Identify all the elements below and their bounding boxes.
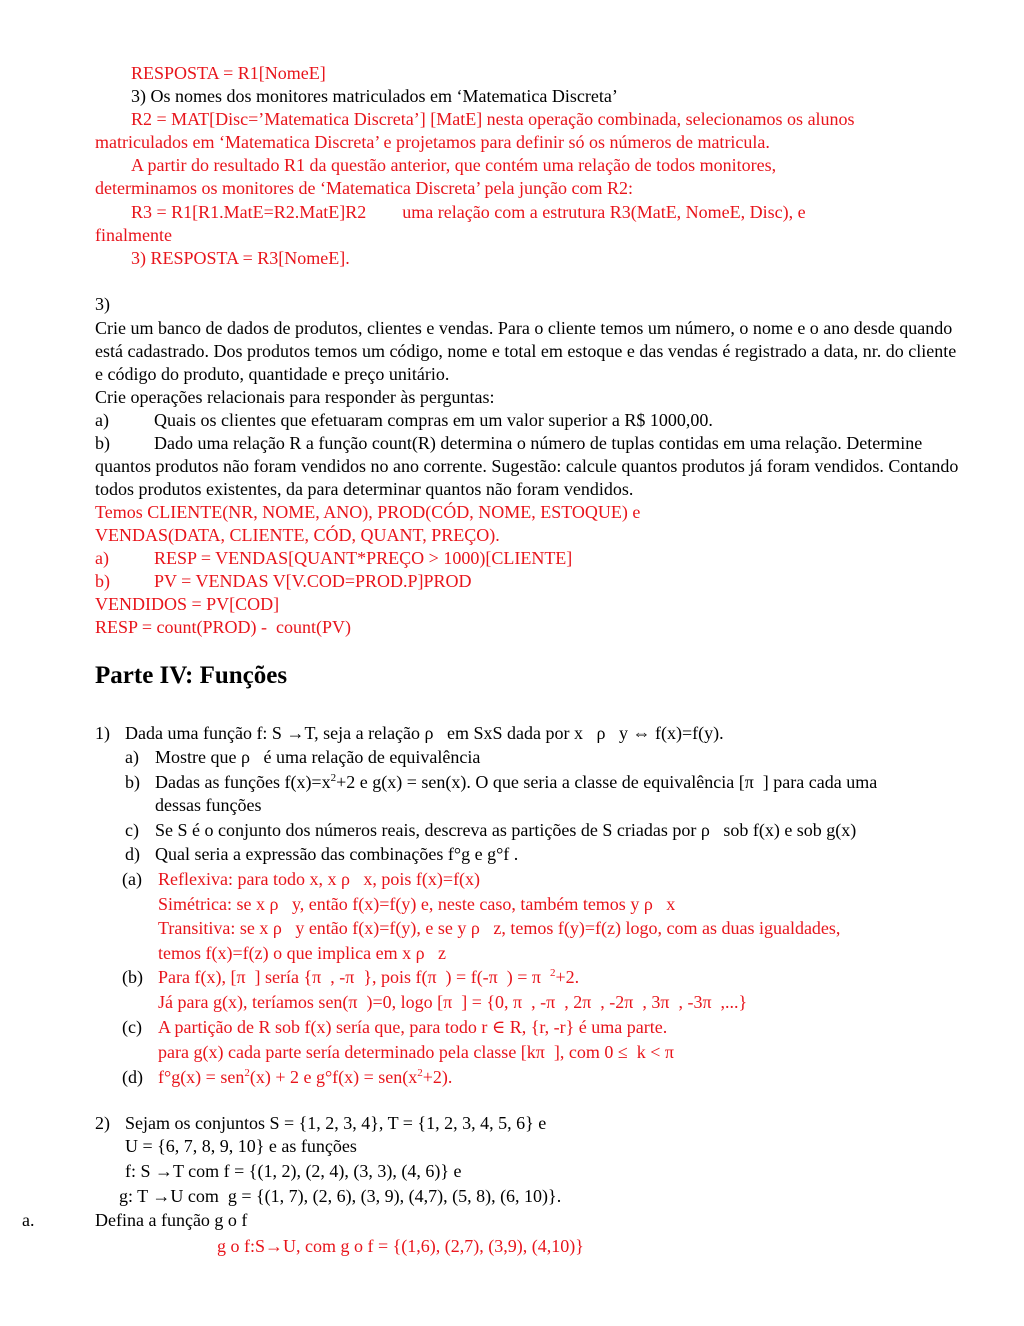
p4-q2-line-1: Sejam os conjuntos S = {1, 2, 3, 4}, T = {1, 2, 3, 4, 5, 6} e [125,1113,547,1133]
q3-item-a-text: Quais os clientes que efetuaram compras em um valor superior a R$ 1000,00. [154,410,713,430]
r2-line-2: matriculados em ‘Matematica Discreta’ e projetamos para definir só os números de matricula. [95,132,770,152]
p4-q2-line-3: f: S →T com f = {(1, 2), (2, 4), (3, 3), (4, 6)} e [125,1161,462,1181]
q3-text-line-3: e código do produto, quantidade e preço unitário. [95,364,450,384]
resposta-r1: RESPOSTA = R1[NomeE] [131,63,326,83]
q3-answer-line-2: VENDAS(DATA, CLIENTE, CÓD, QUANT, PREÇO). [95,525,500,545]
p4-q1-d-label: d) [125,844,140,864]
question-3-title: 3) Os nomes dos monitores matriculados em ‘Matematica Discreta’ [131,86,618,106]
a-partir-line-2: determinamos os monitores de ‘Matematica Discreta’ pela junção com R2: [95,178,633,198]
p4-q1-number: 1) [95,723,110,743]
answer-b-line-2: Já para g(x), teríamos sen(π )=0, logo [π ] = {0, π , -π , 2π , -2π , 3π , -3π ,...} [158,992,748,1012]
p4-q1-b-line-2: dessas funções [155,795,262,815]
resposta-r3: 3) RESPOSTA = R3[NomeE]. [131,248,350,268]
answer-c-line-2: para g(x) cada parte sería determinado pela classe [kπ ], com 0 ≤ k < π [158,1042,674,1062]
answer-a-label: (a) [122,869,142,889]
p4-q2-a-answer: g o f:S→U, com g o f = {(1,6), (2,7), (3,9), (4,10)} [217,1236,584,1256]
q3-item-b-line-2: quantos produtos não foram vendidos no ano corrente. Sugestão: calcule quantos produtos já foram vendidos. Contando [95,456,959,476]
a-partir-line-1: A partir do resultado R1 da questão anterior, que contém uma relação de todos monitores, [131,155,777,175]
answer-a-line-4: temos f(x)=f(z) o que implica em x ρ z [158,943,447,963]
answer-a-line-3: Transitiva: se x ρ y então f(x)=f(y), e se y ρ z, temos f(y)=f(z) logo, com as duas igualdades, [158,918,841,938]
q3-answer-b: PV = VENDAS V[V.COD=PROD.P]PROD [154,571,472,591]
answer-d-label: (d) [122,1067,143,1087]
q3-text-line-1: Crie um banco de dados de produtos, clientes e vendas. Para o cliente temos um número, o nome e o ano desde quando [95,318,953,338]
q3-text-line-4: Crie operações relacionais para responder às perguntas: [95,387,495,407]
q3-answer-resp: RESP = count(PROD) - count(PV) [95,617,351,637]
r3-line-1: R3 = R1[R1.MatE=R2.MatE]R2 uma relação com a estrutura R3(MatE, NomeE, Disc), e [131,202,806,222]
q3-item-b-text: Dado uma relação R a função count(R) determina o número de tuplas contidas em uma relação. Determine [154,433,923,453]
p4-q1-text: Dada uma função f: S →T, seja a relação ρ em SxS dada por x ρ y ⇔ f(x)=f(y). [125,723,724,743]
answer-d-line: f°g(x) = sen$^2$(x) + 2 e $g^\circ f(x) = sen(x^2+2)$. [158,1067,453,1087]
p4-q2-number: 2) [95,1113,110,1133]
q3-item-a-label: a) [95,410,109,430]
answer-b-label: (b) [122,967,143,987]
p4-q2-line-4: g: T →U com g = {(1, 7), (2, 6), (3, 9), (4,7), (5, 8), (6, 10)}. [119,1186,562,1206]
q3-item-b-line-3: todos produtos existentes, da para determinar quantos não foram vendidos. [95,479,634,499]
q3-item-b-label: b) [95,433,110,453]
answer-b-line-1: Para f(x), [π ] sería {π , -π }, pois f(π ) = f(-π ) = π $^2$+2. [158,967,580,987]
p4-q1-b-text: Dadas as funções $f(x)=x^2+2$ e g(x) = sen(x). O que seria a classe de equivalência [π ] para cada uma [155,772,878,792]
q3-answer-line-1: Temos CLIENTE(NR, NOME, ANO), PROD(CÓD, NOME, ESTOQUE) e [95,502,641,522]
p4-q1-c-label: c) [125,820,139,840]
answer-a-line-1: Reflexiva: para todo x, x ρ x, pois f(x)=f(x) [158,869,481,889]
r3-line-2: finalmente [95,225,172,245]
p4-q1-a-label: a) [125,747,139,767]
p4-q1-c-text: Se S é o conjunto dos números reais, descreva as partições de S criadas por ρ sob f(x) e sob g(x) [155,820,857,840]
p4-q1-a-text: Mostre que ρ é uma relação de equivalência [155,747,481,767]
p4-q1-d-text: Qual seria a expressão das combinações f°g e g°f . [155,844,519,864]
q3-answer-a-label: a) [95,548,109,568]
p4-q2-a-label: a. [22,1210,35,1230]
p4-q1-b-label: b) [125,772,140,792]
q3-answer-b-label: b) [95,571,110,591]
answer-c-line-1: A partição de R sob f(x) sería que, para todo r ∈ R, {r, -r} é uma parte. [158,1017,668,1037]
q3-text-line-2: está cadastrado. Dos produtos temos um código, nome e total em estoque e das vendas é registrado a data, nr. do cliente [95,341,957,361]
answer-a-line-2: Simétrica: se x ρ y, então f(x)=f(y) e, neste caso, também temos y ρ x [158,894,676,914]
r2-line-1: R2 = MAT[Disc=’Matematica Discreta’] [MatE] nesta operação combinada, selecionamos os alunos [131,109,855,129]
q3-answer-vendidos: VENDIDOS = PV[COD] [95,594,280,614]
section-heading: Parte IV: Funções [95,662,288,689]
p4-q2-a-text: Defina a função g o f [95,1210,248,1230]
p4-q2-line-2: U = {6, 7, 8, 9, 10} e as funções [125,1136,357,1156]
q3-number: 3) [95,294,110,314]
answer-c-label: (c) [122,1017,142,1037]
q3-answer-a: RESP = VENDAS[QUANT*PREÇO > 1000)[CLIENTE] [154,548,573,568]
